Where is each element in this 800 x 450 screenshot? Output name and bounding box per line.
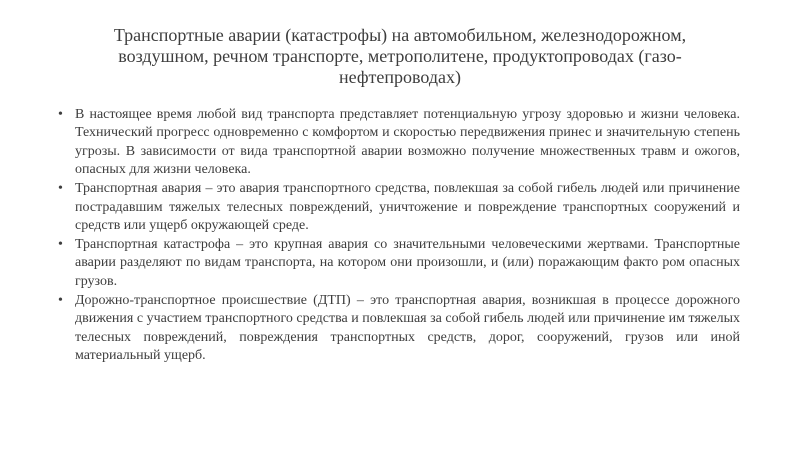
bullet-marker: • bbox=[58, 181, 63, 197]
bullet-item bbox=[58, 106, 740, 180]
bullet-text: Транспортная авария – это авария транспортного средства, повлекшая за собой гибель людей или причинение пострадавшим тяжелых телесных повреждений, уничтожение и повреждение транспортных сооружений и средств или ущерб окружающей среде. bbox=[75, 181, 740, 234]
bullet-list bbox=[58, 106, 740, 366]
bullet-item bbox=[58, 180, 740, 235]
bullet-item bbox=[58, 236, 740, 291]
bullet-text: Дорожно-транспортное происшествие (ДТП) – это транспортная авария, возникшая в процессе дорожного движения с участием транспортного средства и повлекшая за собой гибель людей или причинение им тяжелых телесных повреждений, повреждения транспортных средств, дорог, сооружений, грузов или иной материальный ущерб. bbox=[75, 292, 740, 364]
slide-title: Транспортные аварии (катастрофы) на автомобильном, железнодорожном, воздушном, речном транспорте, метрополитене, продуктопроводах (газо-нефтепроводах) bbox=[113, 25, 687, 87]
bullet-text: В настоящее время любой вид транспорта представляет потенциальную угрозу здоровью и жизни человека. Технический прогресс одновременно с комфортом и скоростью передвижения принес и значительную степень угрозы. В зависимости от вида транспортной аварии возможно получение множественных травм и ожогов, опасных для жизни человека. bbox=[75, 107, 740, 178]
bullet-item bbox=[58, 292, 740, 366]
bullet-marker: • bbox=[58, 107, 63, 122]
bullet-marker: • bbox=[58, 292, 63, 308]
bullet-text: Транспортная катастрофа – это крупная авария со значительными человеческими жертвами. Транспортные аварии разделяют по видам транспорта, на котором они произошли, и (или) поражающим факто ром опасных грузов. bbox=[75, 237, 740, 289]
bullet-marker: • bbox=[58, 237, 63, 253]
